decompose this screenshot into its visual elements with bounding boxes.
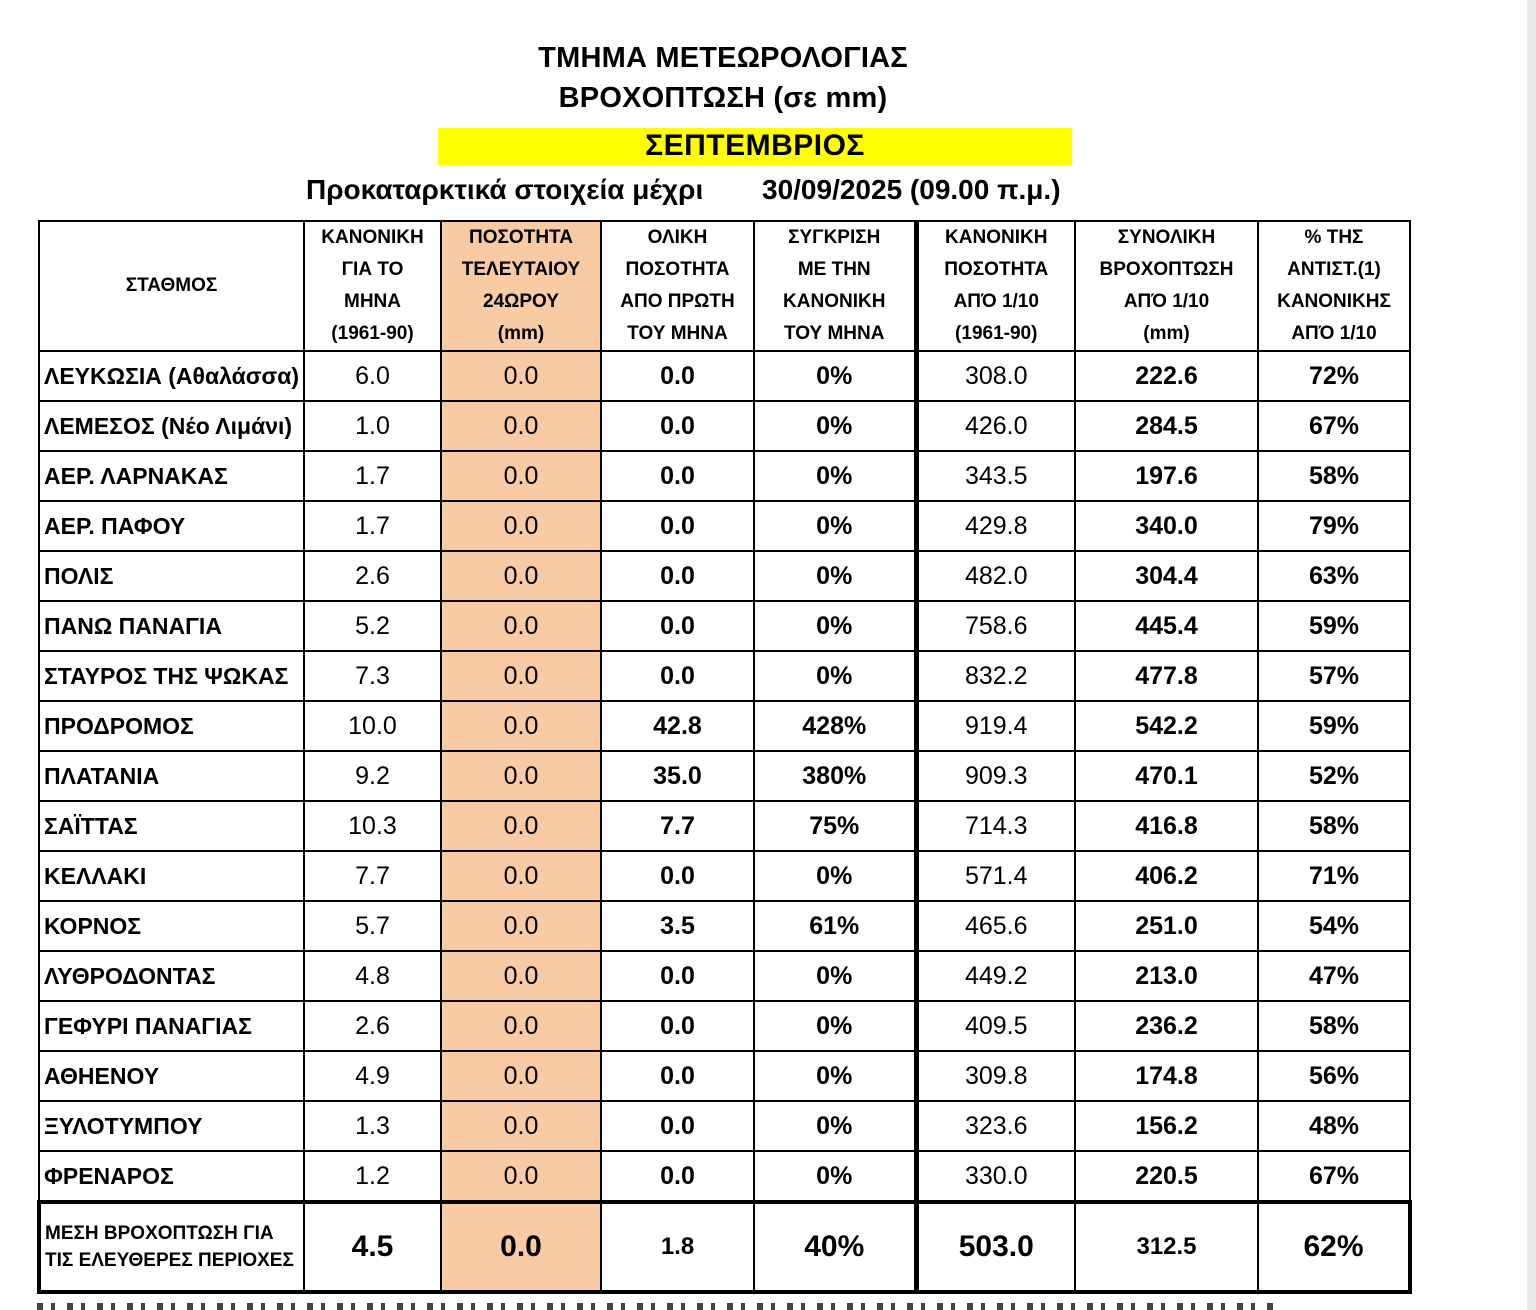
column-header-last24h [441, 221, 601, 351]
cell-last24h: 0.0 [441, 751, 601, 801]
column-header-line: (mm) [1143, 323, 1190, 344]
cell-pct-normal: 58% [1258, 1001, 1410, 1051]
column-header-line: ΠΟΣΟΤΗΤΑ [469, 227, 573, 248]
table-row [39, 1051, 1410, 1101]
column-header-line: ΟΛΙΚΗ [647, 227, 708, 248]
cell-vs-normal: 0% [754, 1101, 916, 1151]
cell-total-since: 251.0 [1075, 901, 1258, 951]
cell-normal-month: 9.2 [304, 751, 441, 801]
cell-normal-month: 4.9 [304, 1051, 441, 1101]
cell-pct-normal: 71% [1258, 851, 1410, 901]
cell-last24h: 0.0 [441, 1051, 601, 1101]
table-row [39, 751, 1410, 801]
column-header-line: ΤΕΛΕΥΤΑΙΟΥ [461, 259, 581, 280]
cell-month-total: 3.5 [601, 901, 754, 951]
column-header-line: ΚΑΝΟΝΙΚΗΣ [1277, 291, 1391, 312]
cell-month-total: 0.0 [601, 951, 754, 1001]
cell-total-since: 156.2 [1075, 1101, 1258, 1151]
cell-pct-normal: 48% [1258, 1101, 1410, 1151]
column-header-line: ΣΥΝΟΛΙΚΗ [1117, 227, 1216, 248]
cell-vs-normal: 0% [754, 1151, 916, 1202]
cell-vs-normal: 0% [754, 451, 916, 501]
cell-total-since: 284.5 [1075, 401, 1258, 451]
cell-last24h: 0.0 [441, 1101, 601, 1151]
cell-pct-normal: 57% [1258, 651, 1410, 701]
cell-vs-normal: 0% [754, 1051, 916, 1101]
cell-total-since: 213.0 [1075, 951, 1258, 1001]
cell-last24h: 0.0 [441, 951, 601, 1001]
cell-total-since: 304.4 [1075, 551, 1258, 601]
cell-normal-since: 429.8 [916, 501, 1075, 551]
table-header-row [39, 221, 1410, 351]
cell-total-since: 340.0 [1075, 501, 1258, 551]
column-header-line: (1961-90) [331, 323, 414, 344]
column-header-station [39, 221, 304, 351]
cell-month-total: 42.8 [601, 701, 754, 751]
cell-vs-normal: 428% [754, 701, 916, 751]
cell-month-total: 0.0 [601, 651, 754, 701]
cell-vs-normal: 380% [754, 751, 916, 801]
cell-normal-month: 5.2 [304, 601, 441, 651]
cell-month-total: 0.0 [601, 601, 754, 651]
cell-pct-normal: 54% [1258, 901, 1410, 951]
cell-station: ΣΑΪΤΤΑΣ [39, 801, 304, 851]
month-banner: ΣΕΠΤΕΜΒΡΙΟΣ [438, 128, 1072, 165]
cell-station: ΠΑΝΩ ΠΑΝΑΓΙΑ [39, 601, 304, 651]
cell-normal-month: 2.6 [304, 1001, 441, 1051]
cell-normal-month: 1.2 [304, 1151, 441, 1202]
column-header-total-since [1075, 221, 1258, 351]
cell-total-since: 174.8 [1075, 1051, 1258, 1101]
cell-month-total: 0.0 [601, 351, 754, 401]
average-cell-last24h: 0.0 [441, 1202, 601, 1292]
column-header-line: ΠΟΣΟΤΗΤΑ [944, 259, 1049, 280]
cell-station: ΦΡΕΝΑΡΟΣ [39, 1151, 304, 1202]
column-header-line: % ΤΗΣ [1304, 227, 1364, 248]
cell-last24h: 0.0 [441, 351, 601, 401]
cell-vs-normal: 0% [754, 601, 916, 651]
table-row [39, 1151, 1410, 1202]
cell-normal-since: 426.0 [916, 401, 1075, 451]
column-header-line: ΒΡΟΧΟΠΤΩΣΗ [1099, 259, 1234, 280]
column-header-line: ΑΠΟ ΠΡΩΤΗ [620, 291, 735, 312]
cell-last24h: 0.0 [441, 551, 601, 601]
cell-normal-since: 343.5 [916, 451, 1075, 501]
table-row [39, 1001, 1410, 1051]
cell-month-total: 0.0 [601, 1051, 754, 1101]
column-header-line: ΜΕ ΤΗΝ [797, 259, 871, 280]
cell-normal-since: 909.3 [916, 751, 1075, 801]
cell-total-since: 406.2 [1075, 851, 1258, 901]
column-header-line: ΓΙΑ ΤΟ [341, 259, 404, 280]
cell-normal-since: 919.4 [916, 701, 1075, 751]
column-header-line: ΚΑΝΟΝΙΚΗ [783, 291, 886, 312]
cell-station: ΓΕΦΥΡΙ ΠΑΝΑΓΙΑΣ [39, 1001, 304, 1051]
cell-station: ΛΥΘΡΟΔΟΝΤΑΣ [39, 951, 304, 1001]
cell-month-total: 0.0 [601, 851, 754, 901]
cell-last24h: 0.0 [441, 1151, 601, 1202]
cell-normal-month: 1.0 [304, 401, 441, 451]
table-row [39, 851, 1410, 901]
cell-pct-normal: 52% [1258, 751, 1410, 801]
cell-normal-month: 7.3 [304, 651, 441, 701]
column-header-line: ΑΠΌ 1/10 [1291, 323, 1377, 344]
cell-total-since: 542.2 [1075, 701, 1258, 751]
table-body [39, 351, 1410, 1292]
cell-normal-since: 571.4 [916, 851, 1075, 901]
page-edge [1527, 0, 1536, 1310]
cell-last24h: 0.0 [441, 501, 601, 551]
average-cell-station: ΜΕΣΗ ΒΡΟΧΟΠΤΩΣΗ ΓΙΑ ΤΙΣ ΕΛΕΥΘΕΡΕΣ ΠΕΡΙΟΧΕΣ [39, 1202, 304, 1292]
table-row [39, 601, 1410, 651]
column-header-line: 24ΩΡΟΥ [483, 291, 559, 312]
cell-normal-month: 10.0 [304, 701, 441, 751]
cell-vs-normal: 61% [754, 901, 916, 951]
average-row [39, 1202, 1410, 1292]
cell-normal-since: 409.5 [916, 1001, 1075, 1051]
column-header-line: ΤΟΥ ΜΗΝΑ [627, 323, 728, 344]
preliminary-date: 30/09/2025 (09.00 π.μ.) [762, 174, 1061, 205]
cell-normal-month: 2.6 [304, 551, 441, 601]
cell-station: ΛΕΜΕΣΟΣ (Νέο Λιμάνι) [39, 401, 304, 451]
cell-station: ΠΛΑΤΑΝΙΑ [39, 751, 304, 801]
column-header-line: ΚΑΝΟΝΙΚΗ [945, 227, 1048, 248]
column-header-line: (1961-90) [955, 323, 1038, 344]
cell-total-since: 220.5 [1075, 1151, 1258, 1202]
cell-total-since: 416.8 [1075, 801, 1258, 851]
cell-normal-month: 4.8 [304, 951, 441, 1001]
cell-last24h: 0.0 [441, 451, 601, 501]
department-title: ΤΜΗΜΑ ΜΕΤΕΩΡΟΛΟΓΙΑΣ [538, 42, 908, 74]
cell-total-since: 445.4 [1075, 601, 1258, 651]
cell-pct-normal: 58% [1258, 451, 1410, 501]
column-header-pct-normal [1258, 221, 1410, 351]
cell-station: ΠΟΛΙΣ [39, 551, 304, 601]
cell-pct-normal: 59% [1258, 601, 1410, 651]
cell-normal-month: 7.7 [304, 851, 441, 901]
table-row [39, 651, 1410, 701]
column-header-line: ΑΝΤΙΣΤ.(1) [1287, 259, 1381, 280]
cell-last24h: 0.0 [441, 1001, 601, 1051]
table-row [39, 1101, 1410, 1151]
cell-total-since: 236.2 [1075, 1001, 1258, 1051]
cell-station: ΑΘΗΕΝΟΥ [39, 1051, 304, 1101]
table-row [39, 501, 1410, 551]
cell-vs-normal: 0% [754, 351, 916, 401]
cell-station: ΠΡΟΔΡΟΜΟΣ [39, 701, 304, 751]
column-header-line: ΤΟΥ ΜΗΝΑ [784, 323, 885, 344]
cell-vs-normal: 0% [754, 1001, 916, 1051]
cell-last24h: 0.0 [441, 851, 601, 901]
preliminary-label: Προκαταρκτικά στοιχεία μέχρι [306, 174, 704, 205]
cell-normal-since: 323.6 [916, 1101, 1075, 1151]
cell-vs-normal: 0% [754, 401, 916, 451]
cell-normal-since: 758.6 [916, 601, 1075, 651]
cell-station: ΚΟΡΝΟΣ [39, 901, 304, 951]
column-header-normal-month [304, 221, 441, 351]
table-row [39, 801, 1410, 851]
column-header-line: ΣΤΑΘΜΟΣ [125, 275, 218, 296]
cell-station: ΞΥΛΟΤΥΜΠΟΥ [39, 1101, 304, 1151]
cell-normal-since: 330.0 [916, 1151, 1075, 1202]
cell-vs-normal: 0% [754, 851, 916, 901]
column-header-line: ΣΥΓΚΡΙΣΗ [788, 227, 881, 248]
cell-last24h: 0.0 [441, 601, 601, 651]
cell-month-total: 0.0 [601, 551, 754, 601]
cell-month-total: 0.0 [601, 1101, 754, 1151]
cell-last24h: 0.0 [441, 651, 601, 701]
cell-month-total: 7.7 [601, 801, 754, 851]
cell-normal-month: 1.3 [304, 1101, 441, 1151]
cell-pct-normal: 58% [1258, 801, 1410, 851]
cell-vs-normal: 0% [754, 501, 916, 551]
cell-normal-month: 6.0 [304, 351, 441, 401]
column-header-line: ΑΠΌ 1/10 [1123, 291, 1210, 312]
table-row [39, 701, 1410, 751]
column-header-vs-normal [754, 221, 916, 351]
column-header-line: (mm) [497, 323, 545, 344]
table-row [39, 951, 1410, 1001]
cell-total-since: 222.6 [1075, 351, 1258, 401]
cell-pct-normal: 56% [1258, 1051, 1410, 1101]
cell-vs-normal: 0% [754, 951, 916, 1001]
cell-normal-month: 1.7 [304, 451, 441, 501]
cell-last24h: 0.0 [441, 801, 601, 851]
column-header-line: ΚΑΝΟΝΙΚΗ [321, 227, 424, 248]
average-cell-pct-normal: 62% [1258, 1202, 1410, 1292]
report-subtitle: ΒΡΟΧΟΠΤΩΣΗ (σε mm) [558, 82, 888, 114]
column-header-line: ΜΗΝΑ [344, 291, 401, 312]
cell-month-total: 35.0 [601, 751, 754, 801]
cell-last24h: 0.0 [441, 401, 601, 451]
cell-vs-normal: 0% [754, 551, 916, 601]
rainfall-table [37, 220, 1412, 1294]
cell-normal-month: 5.7 [304, 901, 441, 951]
table-row [39, 351, 1410, 401]
cell-month-total: 0.0 [601, 451, 754, 501]
cell-pct-normal: 67% [1258, 1151, 1410, 1202]
cell-station: ΣΤΑΥΡΟΣ ΤΗΣ ΨΩΚΑΣ [39, 651, 304, 701]
cell-normal-since: 309.8 [916, 1051, 1075, 1101]
cell-total-since: 477.8 [1075, 651, 1258, 701]
table-row [39, 401, 1410, 451]
cell-normal-since: 465.6 [916, 901, 1075, 951]
cell-station: ΛΕΥΚΩΣΙΑ (Αθαλάσσα) [39, 351, 304, 401]
average-cell-normal-since: 503.0 [916, 1202, 1075, 1292]
cell-station: ΑΕΡ. ΠΑΦΟΥ [39, 501, 304, 551]
table-row [39, 551, 1410, 601]
table-row [39, 901, 1410, 951]
cell-pct-normal: 63% [1258, 551, 1410, 601]
cell-month-total: 0.0 [601, 401, 754, 451]
cell-normal-since: 832.2 [916, 651, 1075, 701]
cell-normal-since: 482.0 [916, 551, 1075, 601]
cell-pct-normal: 67% [1258, 401, 1410, 451]
cell-pct-normal: 72% [1258, 351, 1410, 401]
cell-last24h: 0.0 [441, 901, 601, 951]
cell-month-total: 0.0 [601, 1001, 754, 1051]
column-header-line: ΑΠΌ 1/10 [953, 291, 1039, 312]
cell-last24h: 0.0 [441, 701, 601, 751]
column-header-line: ΠΟΣΟΤΗΤΑ [625, 259, 730, 280]
cell-pct-normal: 79% [1258, 501, 1410, 551]
average-cell-normal-month: 4.5 [304, 1202, 441, 1292]
cell-pct-normal: 47% [1258, 951, 1410, 1001]
table-row [39, 451, 1410, 501]
average-cell-total-since: 312.5 [1075, 1202, 1258, 1292]
cell-vs-normal: 0% [754, 651, 916, 701]
cell-vs-normal: 75% [754, 801, 916, 851]
cell-normal-since: 308.0 [916, 351, 1075, 401]
cell-total-since: 470.1 [1075, 751, 1258, 801]
column-header-normal-since [916, 221, 1075, 351]
cell-normal-month: 10.3 [304, 801, 441, 851]
cell-normal-since: 714.3 [916, 801, 1075, 851]
cell-station: ΑΕΡ. ΛΑΡΝΑΚΑΣ [39, 451, 304, 501]
cell-month-total: 0.0 [601, 501, 754, 551]
cell-month-total: 0.0 [601, 1151, 754, 1202]
column-header-month-total [601, 221, 754, 351]
cell-pct-normal: 59% [1258, 701, 1410, 751]
cell-normal-month: 1.7 [304, 501, 441, 551]
footnote-cutoff [37, 1303, 1277, 1310]
average-cell-month-total: 1.8 [601, 1202, 754, 1292]
cell-total-since: 197.6 [1075, 451, 1258, 501]
cell-station: ΚΕΛΛΑΚΙ [39, 851, 304, 901]
cell-normal-since: 449.2 [916, 951, 1075, 1001]
average-cell-vs-normal: 40% [754, 1202, 916, 1292]
